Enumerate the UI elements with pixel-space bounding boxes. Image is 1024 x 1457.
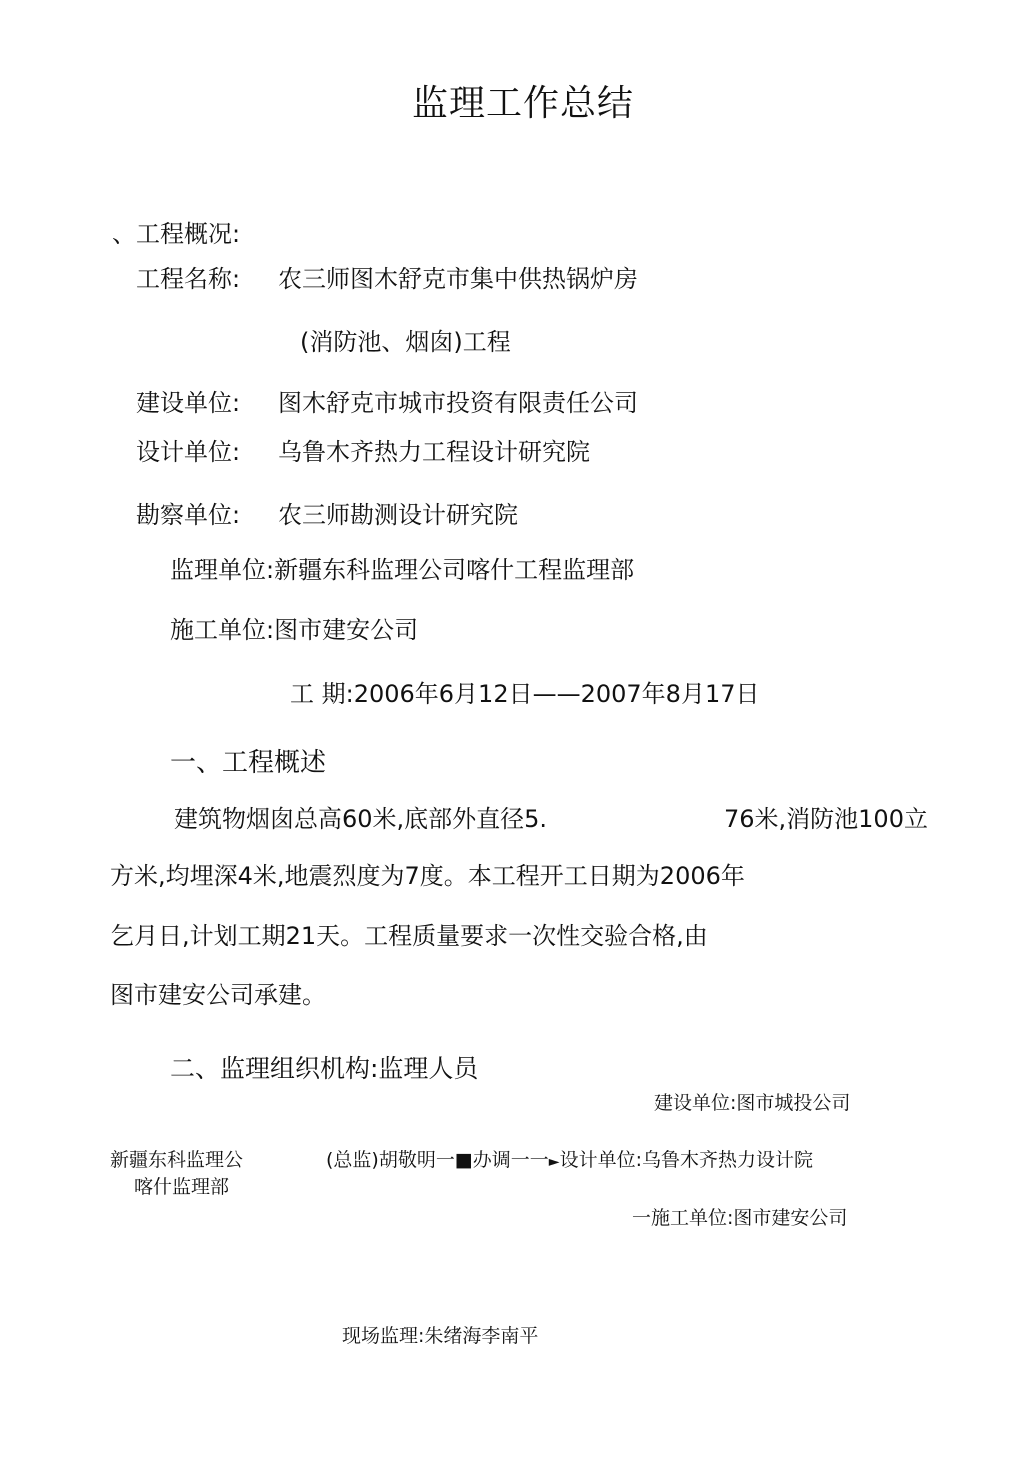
summary-heading: 一、工程概述: [170, 748, 327, 778]
org-chief-supervisor: (总监)胡敬明一: [326, 1149, 455, 1171]
project-name-label: 工程名称:: [136, 265, 241, 293]
document-title: 监理工作总结: [412, 83, 635, 124]
org-construction-unit: 建设单位:图市城投公司: [654, 1092, 851, 1114]
construction-unit-label: 建设单位:: [136, 389, 241, 417]
project-name-value: 农三师图木舒克市集中供热锅炉房: [278, 265, 638, 293]
builder-unit: 施工单位:图市建安公司: [170, 616, 419, 644]
org-company-line2: 喀什监理部: [134, 1176, 230, 1198]
supervision-unit: 监理单位:新疆东科监理公司喀什工程监理部: [170, 556, 635, 584]
summary-paragraph-line1-part1: 建筑物烟囱总高60米,底部外直径5.: [174, 805, 548, 833]
summary-paragraph-line1-part2: 76米,消防池100立: [724, 805, 928, 833]
design-unit-value: 乌鲁木齐热力工程设计研究院: [278, 438, 590, 466]
square-bullet-icon: ■: [454, 1149, 473, 1171]
survey-unit-value: 农三师勘测设计研究院: [278, 501, 518, 529]
construction-unit-value: 图木舒克市城市投资有限责任公司: [278, 389, 638, 417]
site-supervisors: 现场监理:朱绪海李南平: [342, 1325, 539, 1347]
org-chain: [326, 1151, 813, 1170]
summary-paragraph-line4: 图市建安公司承建。: [110, 981, 326, 1009]
org-design-unit: 设计单位:乌鲁木齐热力设计院: [559, 1149, 813, 1171]
org-builder-unit: 一施工单位:图市建安公司: [632, 1207, 848, 1229]
project-duration: 工 期:2006年6月12日——2007年8月17日: [290, 680, 760, 708]
org-company-line1: 新疆东科监理公: [110, 1149, 244, 1171]
summary-paragraph-line3: 乞月日,计划工期21天。工程质量要求一次性交验合格,由: [110, 922, 708, 950]
overview-heading: 、工程概况:: [112, 220, 241, 248]
summary-paragraph-line2: 方米,均埋深4米,地震烈度为7度。本工程开工日期为2006年: [110, 862, 745, 890]
project-name-value-continued: (消防池、烟囱)工程: [300, 328, 511, 356]
design-unit-label: 设计单位:: [136, 438, 241, 466]
arrow-right-icon: ►: [548, 1154, 560, 1170]
survey-unit-label: 勘察单位:: [136, 501, 241, 529]
organization-heading: 二、监理组织机构:监理人员: [170, 1054, 479, 1083]
org-coordination: 办调一一: [472, 1149, 549, 1171]
